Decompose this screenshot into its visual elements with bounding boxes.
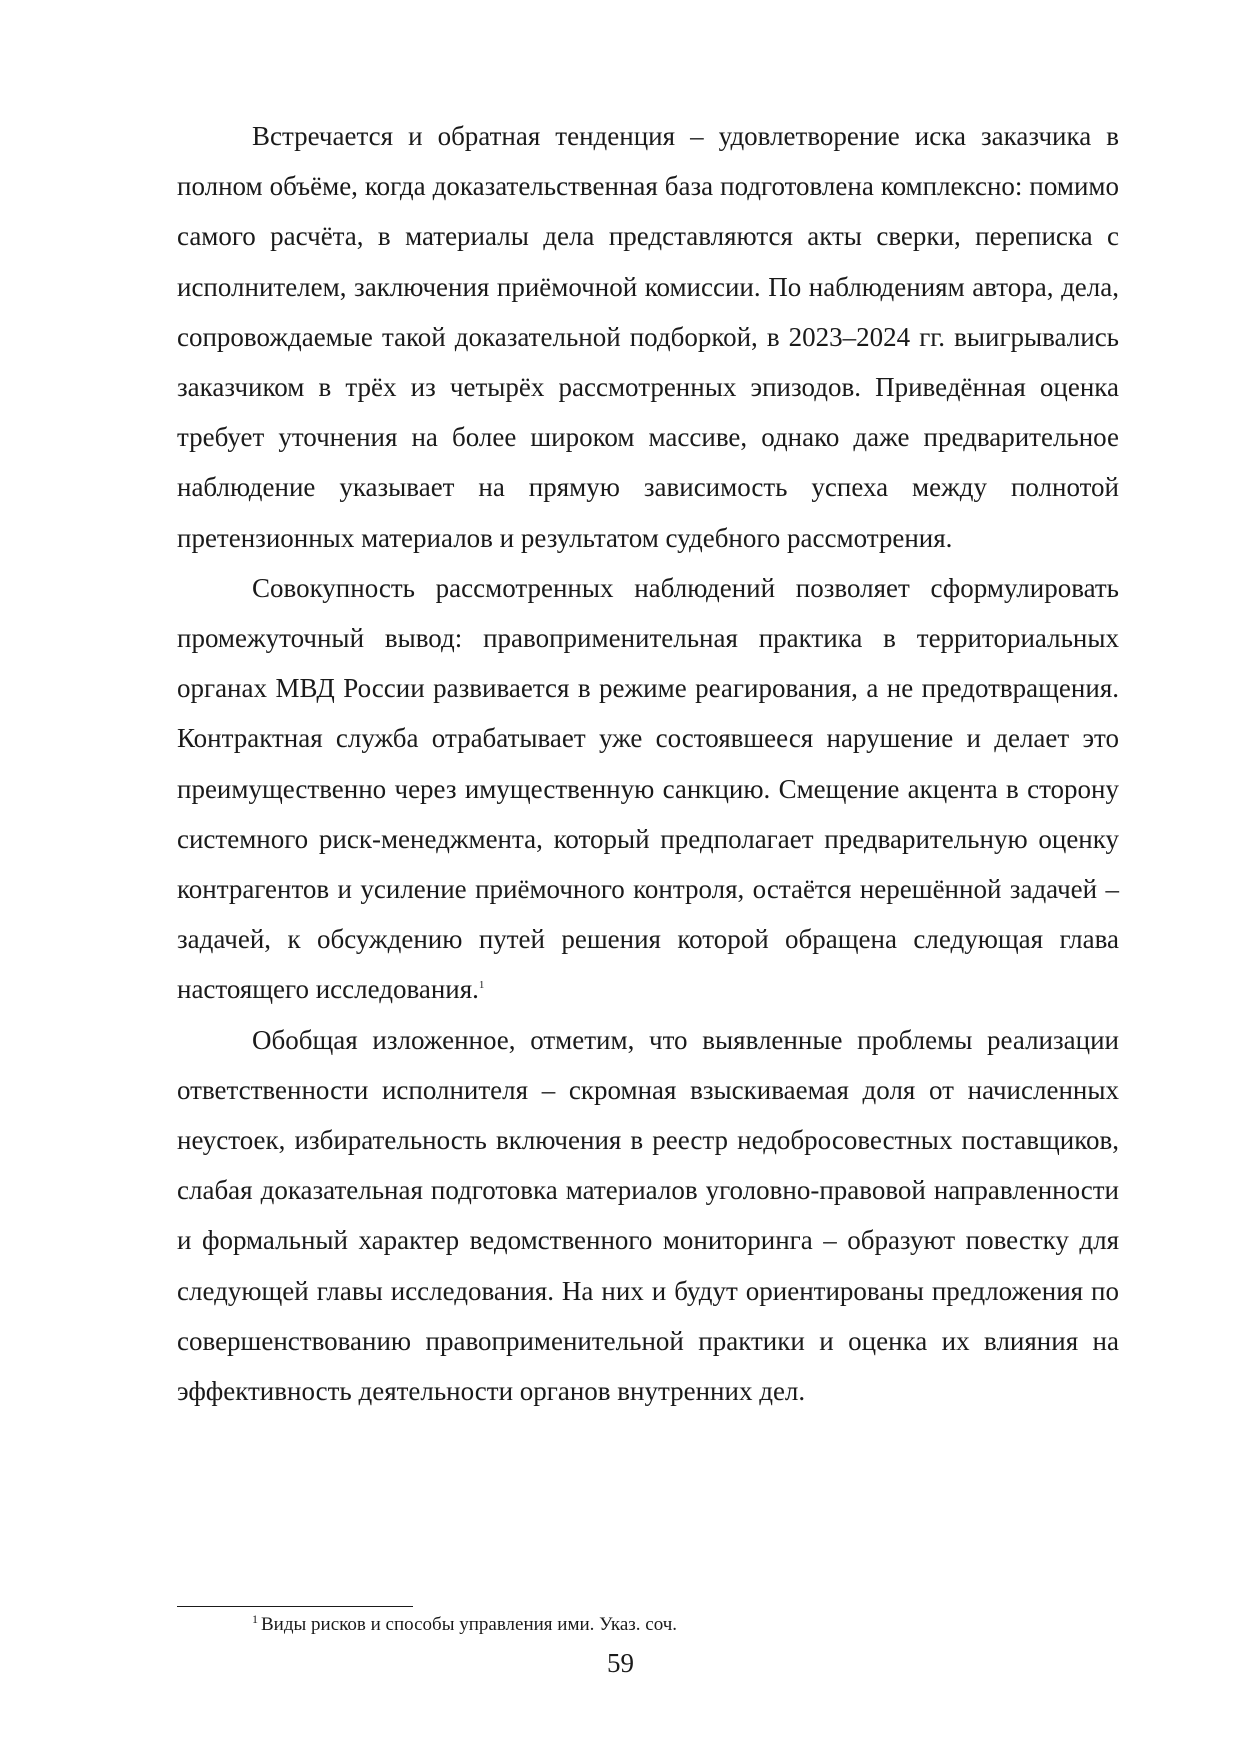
paragraph-3-text: Обобщая изложенное, отметим, что выявленные проблемы реализации ответственности исполнителя – скромная взыскиваемая доля от начисленных неустоек, избирательность включения в реестр недобросовестных поставщиков, слабая доказательная подготовка материалов уголовно-правовой направленности и формальный характер ведомственного мониторинга – образуют повестку для следующей главы исследования. На них и будут ориентированы предложения по совершенствованию правоприменительной практики и оценка их влияния на эффективность деятельности органов внутренних дел. — [177, 1024, 1119, 1407]
page-number: 59 — [607, 1648, 634, 1678]
footnote-reference[interactable]: 1 — [478, 979, 485, 992]
footnote-text: Виды рисков и способы управления ими. Указ. соч. — [261, 1614, 678, 1635]
footnote — [252, 1612, 677, 1638]
footnote-number: 1 — [252, 1611, 258, 1626]
paragraph-1-text: Встречается и обратная тенденция – удовлетворение иска заказчика в полном объёме, когда доказательственная база подготовлена комплексно: помимо самого расчёта, в материалы дела представляются акты сверки, переписка с исполнителем, заключения приёмочной комиссии. По наблюдениям автора, дела, сопровождаемые такой доказательной подборкой, в 2023–2024 гг. выигрывались заказчиком в трёх из четырёх рассмотренных эпизодов. Приведённая оценка требует уточнения на более широком массиве, однако даже предварительное наблюдение указывает на прямую зависимость успеха между полнотой претензионных материалов и результатом судебного рассмотрения. — [177, 121, 1119, 553]
paragraph-1 — [177, 111, 1119, 563]
body-text — [177, 111, 1119, 1416]
paragraph-2-text: Совокупность рассмотренных наблюдений позволяет сформулировать промежуточный вывод: правоприменительная практика в территориальных органах МВД России развивается в режиме реагирования, а не предотвращения. Контрактная служба отрабатывает уже состоявшееся нарушение и делает это преимущественно через имущественную санкцию. Смещение акцента в сторону системного риск-менеджмента, который предполагает предварительную оценку контрагентов и усиление приёмочного контроля, остаётся нерешённой задачей – задачей, к обсуждению путей решения которой обращена следующая глава настоящего исследования. — [177, 572, 1119, 1005]
footnote-separator — [177, 1606, 413, 1607]
paragraph-3 — [177, 1015, 1119, 1417]
paragraph-2 — [177, 563, 1119, 1015]
